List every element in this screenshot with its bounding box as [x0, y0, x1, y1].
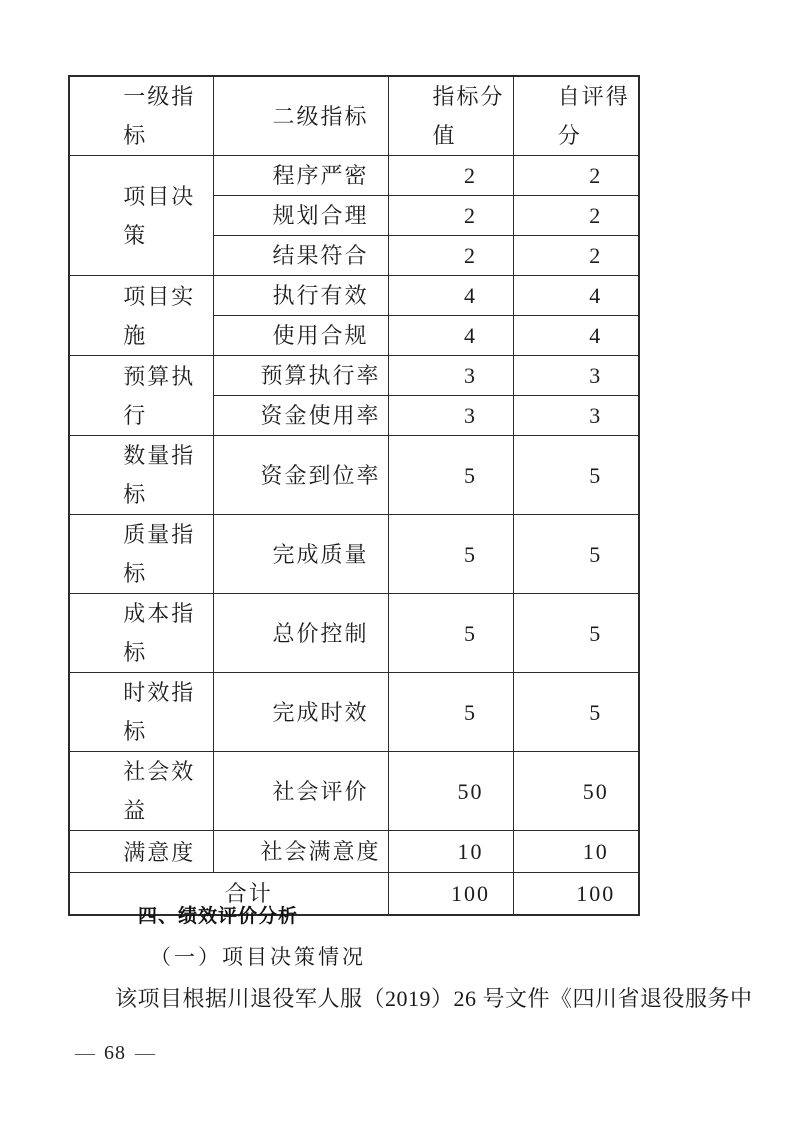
- level2-indicator-cell: 社会满意度: [213, 831, 388, 873]
- total-self-score-cell: 100: [513, 873, 639, 915]
- body-paragraph: 该项目根据川退役军人服（2019）26 号文件《四川省退役服务中: [115, 986, 753, 1011]
- table-row: [69, 594, 639, 673]
- self-score-cell: 2: [513, 236, 639, 276]
- table-row: [69, 752, 639, 831]
- total-label-cell: 合计: [69, 873, 388, 915]
- score-cell: 10: [388, 831, 513, 873]
- footer-dash-right: —: [135, 1042, 155, 1064]
- level2-indicator-cell: 使用合规: [213, 316, 388, 356]
- table-row: [69, 436, 639, 515]
- table-row: [69, 356, 639, 396]
- total-score-cell: 100: [388, 873, 513, 915]
- table-row: [69, 673, 639, 752]
- self-score-cell: 5: [513, 673, 639, 752]
- level1-indicator-label: 项目实施: [123, 283, 196, 348]
- level2-indicator-cell: 规划合理: [213, 196, 388, 236]
- col-header-level1-indicator: [69, 76, 213, 156]
- self-score-cell: 4: [513, 316, 639, 356]
- level1-indicator-cell: [69, 673, 213, 752]
- level1-indicator-cell: [69, 752, 213, 831]
- level1-indicator-label: 社会效益: [123, 759, 196, 823]
- level2-indicator-cell: 完成时效: [213, 673, 388, 752]
- col-header-level1-label: 一级指标: [123, 84, 196, 148]
- level1-indicator-label: 成本指标: [123, 601, 196, 665]
- level1-indicator-label: 满意度: [123, 840, 196, 866]
- self-score-cell: 5: [513, 436, 639, 515]
- score-cell: 3: [388, 356, 513, 396]
- score-cell: 5: [388, 673, 513, 752]
- level1-indicator-cell: [69, 356, 213, 436]
- col-header-self-score-label: 自评得分: [557, 84, 630, 148]
- level1-indicator-label: 质量指标: [123, 522, 196, 586]
- footer-dash-left: —: [75, 1042, 95, 1064]
- table-row: [69, 156, 639, 196]
- table-row: [69, 276, 639, 316]
- score-cell: 2: [388, 156, 513, 196]
- score-cell: 5: [388, 515, 513, 594]
- table-row: [69, 515, 639, 594]
- self-score-cell: 3: [513, 356, 639, 396]
- score-cell: 4: [388, 316, 513, 356]
- level2-indicator-cell: 完成质量: [213, 515, 388, 594]
- self-score-cell: 50: [513, 752, 639, 831]
- self-score-cell: 5: [513, 515, 639, 594]
- table-row: [69, 831, 639, 873]
- level1-indicator-label: 时效指标: [123, 680, 196, 744]
- performance-score-table: [68, 75, 640, 916]
- page-number: 68: [104, 1042, 126, 1064]
- level1-indicator-cell: [69, 515, 213, 594]
- col-header-score-label: 指标分值: [432, 84, 505, 148]
- level2-indicator-cell: 资金使用率: [213, 396, 388, 436]
- score-cell: 2: [388, 196, 513, 236]
- score-cell: 50: [388, 752, 513, 831]
- score-cell: 4: [388, 276, 513, 316]
- level1-indicator-label: 预算执行: [123, 363, 196, 428]
- score-cell: 2: [388, 236, 513, 276]
- level2-indicator-cell: 总价控制: [213, 594, 388, 673]
- level2-indicator-cell: 资金到位率: [213, 436, 388, 515]
- col-header-self-score: [513, 76, 639, 156]
- level1-indicator-label: 数量指标: [123, 443, 196, 507]
- level2-indicator-cell: 执行有效: [213, 276, 388, 316]
- score-cell: 5: [388, 594, 513, 673]
- level1-indicator-cell: [69, 594, 213, 673]
- table-header-row: [69, 76, 639, 156]
- self-score-cell: 10: [513, 831, 639, 873]
- level1-indicator-cell: [69, 156, 213, 276]
- page-footer: [75, 1040, 155, 1066]
- self-score-cell: 3: [513, 396, 639, 436]
- self-score-cell: 4: [513, 276, 639, 316]
- level2-indicator-cell: 程序严密: [213, 156, 388, 196]
- level1-indicator-cell: [69, 831, 213, 873]
- score-cell: 5: [388, 436, 513, 515]
- level1-indicator-label: 项目决策: [123, 183, 196, 248]
- col-header-level2-indicator: 二级指标: [213, 76, 388, 156]
- level2-indicator-cell: 预算执行率: [213, 356, 388, 396]
- level2-indicator-cell: 社会评价: [213, 752, 388, 831]
- level2-indicator-cell: 结果符合: [213, 236, 388, 276]
- self-score-cell: 2: [513, 156, 639, 196]
- self-score-cell: 2: [513, 196, 639, 236]
- subsection-heading: （一）项目决策情况: [150, 945, 366, 969]
- level1-indicator-cell: [69, 276, 213, 356]
- self-score-cell: 5: [513, 594, 639, 673]
- col-header-indicator-score: [388, 76, 513, 156]
- section-heading: 四、绩效评价分析: [138, 906, 299, 927]
- level1-indicator-cell: [69, 436, 213, 515]
- score-cell: 3: [388, 396, 513, 436]
